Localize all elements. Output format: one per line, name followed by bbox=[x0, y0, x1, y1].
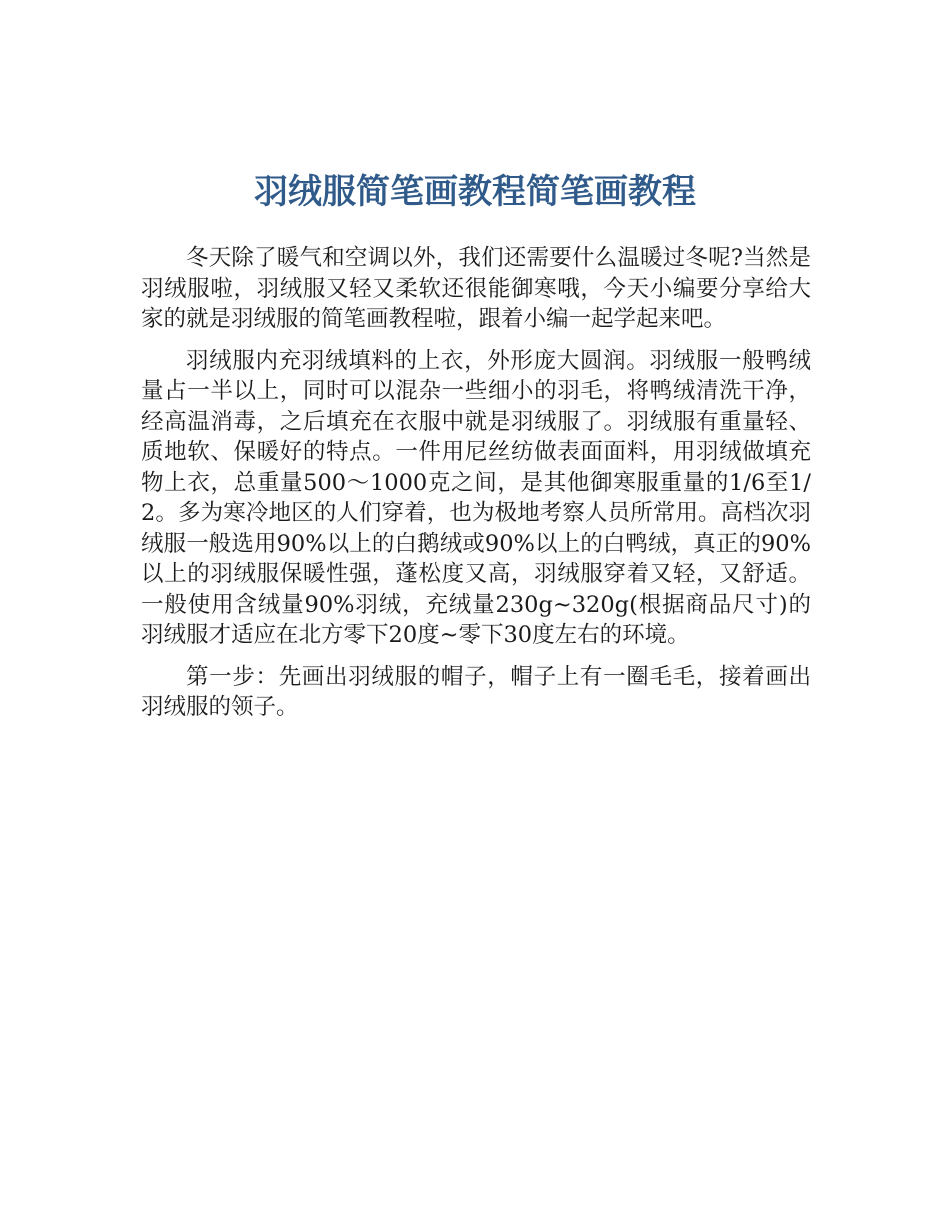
paragraph-description: 羽绒服内充羽绒填料的上衣，外形庞大圆润。羽绒服一般鸭绒量占一半以上，同时可以混杂一些细小的羽毛，将鸭绒清洗干净，经高温消毒，之后填充在衣服中就是羽绒服了。羽绒服有重量轻、质地软、保暖好的特点。一件用尼丝纺做表面面料，用羽绒做填充物上衣，总重量500～1000克之间，是其他御寒服重量的1/6至1/2。多为寒冷地区的人们穿着，也为极地考察人员所常用。高档次羽绒服一般选用90%以上的白鹅绒或90%以上的白鸭绒，真正的90%以上的羽绒服保暖性强，蓬松度又高，羽绒服穿着又轻，又舒适。一般使用含绒量90%羽绒，充绒量230g~320g(根据商品尺寸)的羽绒服才适应在北方零下20度~零下30度左右的环境。 bbox=[141, 347, 811, 648]
paragraph-intro: 冬天除了暖气和空调以外，我们还需要什么温暖过冬呢?当然是羽绒服啦，羽绒服又轻又柔软还很能御寒哦，今天小编要分享给大家的就是羽绒服的简笔画教程啦，跟着小编一起学起来吧。 bbox=[141, 245, 811, 332]
paragraph-step-one: 第一步：先画出羽绒服的帽子，帽子上有一圈毛毛，接着画出羽绒服的领子。 bbox=[141, 663, 811, 720]
article-body bbox=[141, 243, 811, 734]
page-title: 羽绒服简笔画教程简笔画教程 bbox=[254, 171, 696, 212]
